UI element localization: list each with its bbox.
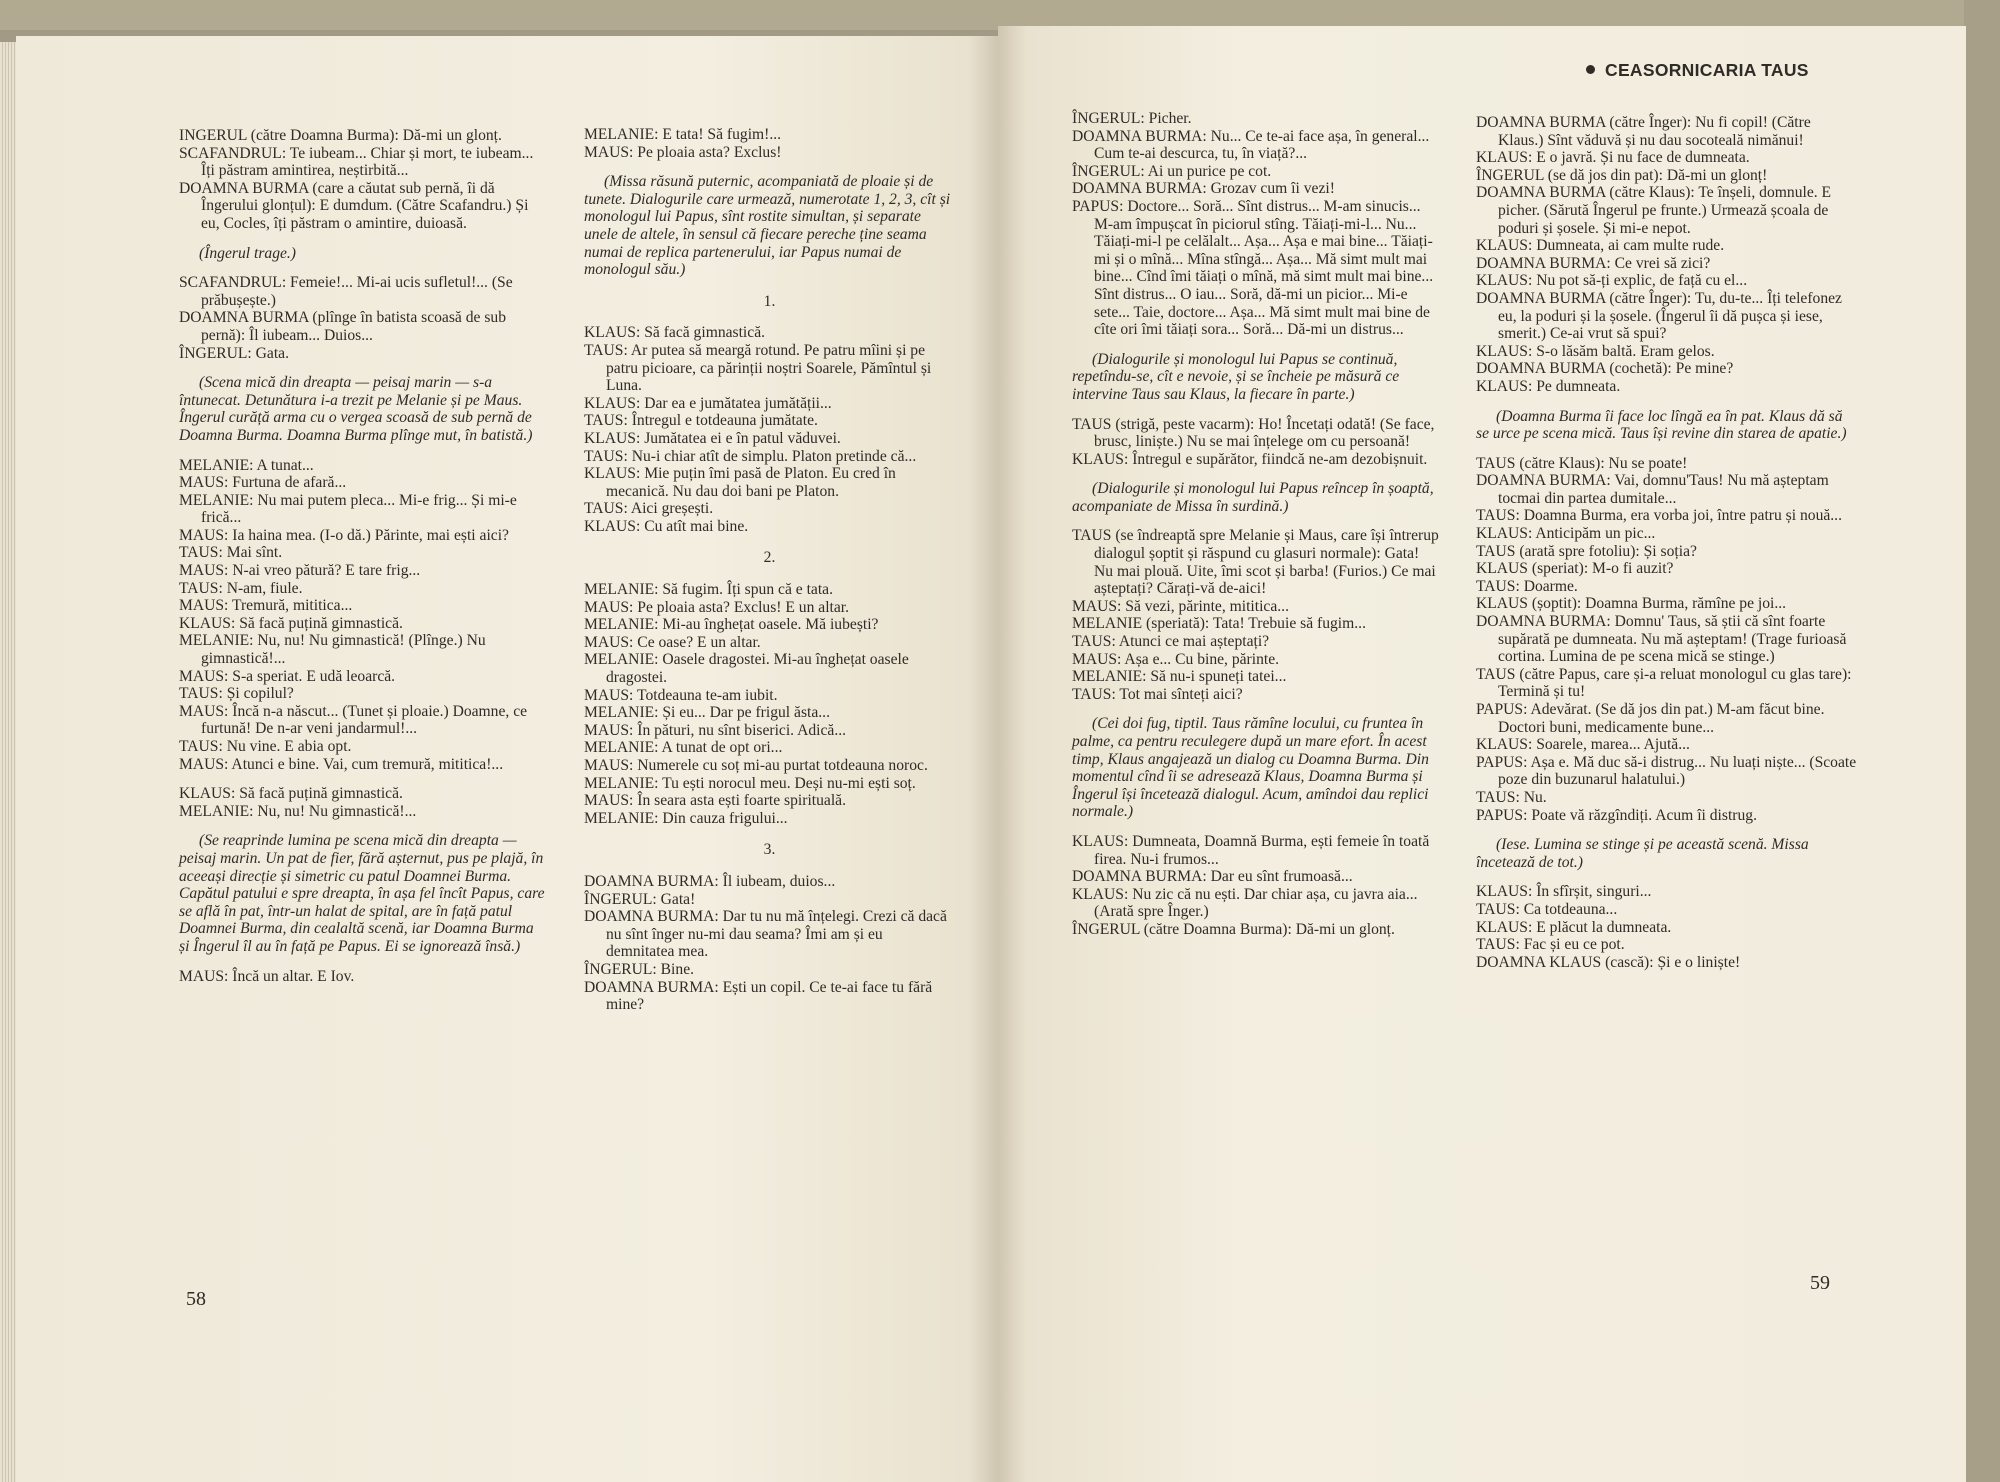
dialogue-line: TAUS: Nu-i chiar atît de simplu. Platon pretinde că... (584, 447, 917, 465)
dialogue-line: MAUS: În seara asta ești foarte spirituală. (584, 792, 846, 810)
dialogue-line: PAPUS: Poate vă răzgîndiți. Acum îi distrug. (1476, 806, 1757, 824)
dialogue-line: KLAUS: Nu zic că nu ești. Dar chiar așa, cu javra aia... (Arată spre Înger.) (1072, 885, 1418, 921)
running-title: CEASORNICARIA TAUS (1605, 60, 1809, 80)
dialogue-line: TAUS: Tot mai sînteți aici? (1072, 685, 1243, 703)
dialogue-line: KLAUS: Pe dumneata. (1476, 377, 1621, 395)
dialogue-line: TAUS: N-am, fiule. (179, 579, 303, 597)
dialogue-line: DOAMNA BURMA (cochetă): Pe mine? (1476, 360, 1734, 378)
dialogue-line: MELANIE: A tunat de opt ori... (584, 739, 783, 757)
page-number-left: 58 (186, 1288, 206, 1310)
dialogue-line: DOAMNA BURMA (către Înger): Nu fi copil! (Către Klaus.) Sînt văduvă și nu dau socoteală nimănui! (1476, 114, 1811, 149)
dialogue-line: TAUS: Aici greșești. (584, 500, 714, 518)
dialogue-line: KLAUS: Dar ea e jumătatea jumătății... (584, 394, 832, 412)
dialogue-line: MELANIE: Oasele dragostei. Mi-au înghețat oasele dragostei. (584, 651, 909, 687)
dialogue-line: PAPUS: Adevărat. (Se dă jos din pat.) M-am făcut bine. Doctori buni, medicamente bune... (1476, 701, 1825, 736)
dialogue-line: TAUS: Ar putea să meargă rotund. Pe patru mîini și pe patru picioare, ca părinții noștri Soarele, Pămîntul și Luna. (584, 341, 932, 395)
left-page (16, 36, 998, 1482)
dialogue-line: MELANIE: Și eu... Dar pe frigul ăsta... (584, 704, 830, 722)
dialogue-line: ÎNGERUL: Picher. (1072, 110, 1192, 127)
dialogue-line: MAUS: Totdeauna te-am iubit. (584, 686, 778, 704)
dialogue-line: ÎNGERUL (se dă jos din pat): Dă-mi un glonț! (1476, 166, 1768, 184)
dialogue-line: ÎNGERUL: Bine. (584, 960, 695, 978)
dialogue-line: KLAUS: Să facă puțină gimnastică. (179, 785, 403, 803)
running-header (1586, 60, 1809, 81)
dialogue-line: ÎNGERUL: Gata! (584, 890, 696, 908)
stage-direction: (Dialogurile și monologul lui Papus reîncep în șoaptă, acompaniate de Missa în surdină.) (1072, 480, 1434, 515)
section-number: 2. (763, 549, 776, 567)
dialogue-line: TAUS (arată spre fotoliu): Și soția? (1476, 542, 1697, 560)
dialogue-line: KLAUS: E plăcut la dumneata. (1476, 918, 1672, 936)
dialogue-line: PAPUS: Așa e. Mă duc să-i distrug... Nu luați niște... (Scoate poze din buzunarul halatului.) (1476, 753, 1857, 789)
dialogue-line: MELANIE: A tunat... (179, 456, 314, 474)
dialogue-line: DOAMNA BURMA: Nu... Ce te-ai face așa, în general... Cum te-ai descurca, tu, în viață?... (1072, 127, 1430, 163)
dialogue-line: MAUS: Atunci e bine. Vai, cum tremură, mititica!... (179, 755, 504, 773)
dialogue-line: TAUS (se îndreaptă spre Melanie și Maus, care își întrerup dialogul șoptit și răspund cu glasuri normale): Gata! Nu mai plouă. Uite, îmi scot și barba! (Furios.) Ce mai așteptați? Cărați-vă de-aici! (1072, 527, 1439, 598)
dialogue-line: MAUS: Așa e... Cu bine, părinte. (1072, 650, 1280, 668)
dialogue-line: DOAMNA BURMA: Grozav cum îi vezi! (1072, 180, 1335, 198)
dialogue-line: MELANIE: Nu mai putem pleca... Mi-e frig... Și mi-e frică... (179, 491, 517, 527)
stage-direction: (Îngerul trage.) (199, 244, 297, 262)
dialogue-line: INGERUL (către Doamna Burma): Dă-mi un glonț. (179, 127, 502, 144)
right-page (998, 26, 1966, 1482)
dialogue-line: TAUS: Doamna Burma, era vorba joi, între patru și nouă... (1476, 507, 1842, 525)
dialogue-line: KLAUS: Mie puțin îmi pasă de Platon. Eu cred în mecanică. Nu dau doi bani pe Platon. (584, 465, 896, 500)
dialogue-line: KLAUS: E o javră. Și nu face de dumneata. (1476, 149, 1750, 167)
dialogue-line: ÎNGERUL: Ai un purice pe cot. (1072, 162, 1272, 180)
dialogue-line: KLAUS (speriat): M-o fi auzit? (1476, 560, 1674, 578)
dialogue-line: MAUS: Ce oase? E un altar. (584, 633, 761, 651)
stage-direction: (Doamna Burma îi face loc lîngă ea în pat. Klaus dă să se urce pe scena mică. Taus își revine din starea de apatie.) (1476, 407, 1847, 443)
dialogue-line: KLAUS: Soarele, marea... Ajută... (1476, 736, 1690, 754)
dialogue-line: TAUS (către Papus, care și-a reluat monologul cu glas tare): Termină și tu! (1476, 665, 1852, 701)
dialogue-line: KLAUS: Cu atît mai bine. (584, 517, 749, 535)
dialogue-line: MAUS: În pături, nu sînt biserici. Adică... (584, 721, 847, 739)
dialogue-line: KLAUS: Să facă gimnastică. (584, 324, 766, 342)
dialogue-line: TAUS: Doarme. (1476, 577, 1578, 595)
dialogue-line: KLAUS: Anticipăm un pic... (1476, 525, 1656, 543)
dialogue-line: MELANIE: Tu ești norocul meu. Deși nu-mi ești soț. (584, 774, 916, 792)
dialogue-line: TAUS (strigă, peste vacarm): Ho! Încetați odată! (Se face, brusc, liniște.) Nu se mai înțelege om cu persoană! (1072, 415, 1435, 451)
dialogue-line: KLAUS: În sfîrșit, singuri... (1476, 883, 1652, 901)
dialogue-line: DOAMNA BURMA: Dar tu nu mă înțelegi. Crezi că dacă nu sînt înger nu-mi dau seama? Îmi am și eu demnitatea mea. (584, 908, 947, 961)
dialogue-line: MELANIE: Să nu-i spuneți tatei... (1072, 668, 1287, 686)
dialogue-line: MAUS: Încă un altar. E Iov. (179, 967, 355, 985)
dialogue-line: MAUS: Să vezi, părinte, mititica... (1072, 597, 1289, 615)
book-cover-right-edge (1964, 0, 2000, 1482)
dialogue-line: MELANIE: Din cauza frigului... (584, 809, 788, 827)
dialogue-line: KLAUS: S-o lăsăm baltă. Eram gelos. (1476, 342, 1715, 360)
dialogue-line: DOAMNA BURMA: Ești un copil. Ce te-ai face tu fără mine? (584, 978, 933, 1014)
dialogue-line: DOAMNA BURMA (către Klaus): Te înșeli, domnule. E picher. (Sărută Îngerul pe frunte.) Urmează școala de poduri și șosele. Și mi-e nepot. (1476, 184, 1832, 237)
dialogue-line: MELANIE: Nu, nu! Nu gimnastică!... (179, 802, 417, 820)
dialogue-line: KLAUS (șoptit): Doamna Burma, rămîne pe joi... (1476, 595, 1787, 613)
dialogue-line: MAUS: Tremură, mititica... (179, 597, 353, 615)
dialogue-line: SCAFANDRUL: Femeie!... Mi-ai ucis sufletul!... (Se prăbușește.) (179, 274, 513, 309)
dialogue-line: ÎNGERUL (către Doamna Burma): Dă-mi un glonț. (1072, 920, 1395, 938)
bullet-icon (1586, 65, 1595, 74)
dialogue-line: KLAUS: Nu pot să-ți explic, de față cu el... (1476, 272, 1748, 290)
stage-direction: (Iese. Lumina se stinge și pe această scenă. Missa încetează de tot.) (1476, 836, 1809, 871)
page-number-right: 59 (1810, 1272, 1830, 1294)
dialogue-line: TAUS: Întregul e totdeauna jumătate. (584, 412, 818, 430)
dialogue-line: TAUS: Atunci ce mai așteptați? (1072, 633, 1270, 651)
dialogue-line: MAUS: Ia haina mea. (I-o dă.) Părinte, mai ești aici? (179, 526, 509, 544)
dialogue-line: DOAMNA BURMA (plînge în batista scoasă de sub pernă): Îl iubeam... Duios... (179, 309, 507, 344)
dialogue-line: ÎNGERUL: Gata. (179, 344, 289, 362)
dialogue-line: MELANIE: Mi-au înghețat oasele. Mă iubești? (584, 616, 879, 634)
dialogue-line: MELANIE: Să fugim. Îți spun că e tata. (584, 581, 834, 599)
dialogue-line: KLAUS: Să facă puțină gimnastică. (179, 614, 403, 632)
left-page-column-2 (584, 126, 955, 1014)
section-number: 3. (763, 841, 776, 859)
right-page-column-1 (1072, 110, 1442, 939)
section-number: 1. (763, 292, 776, 310)
dialogue-line: TAUS: Și copilul? (179, 685, 294, 703)
stage-direction: (Dialogurile și monologul lui Papus se continuă, repetîndu-se, cît e nevoie, și se încheie pe măsură ce intervine Taus sau Klaus, la fiecare în parte.) (1072, 350, 1400, 403)
stage-direction: (Se reaprinde lumina pe scena mică din dreapta — peisaj marin. Un pat de fier, fără așternut, pus pe plajă, în aceeași direcție și simetric cu patul Doamnei Burma. Capătul patului e spre dreapta, în așa fel încît Papus, care se află în pat, într-un halat de spital, are în față patul Doamnei Burma, din cealaltă scenă, iar Doamna Burma și Îngerul îl au în față pe Papus. Ei se ignorează însă.) (179, 832, 545, 955)
dialogue-line: MAUS: Furtuna de afară... (179, 474, 347, 492)
dialogue-line: DOAMNA BURMA (către Înger): Tu, du-te... Îți telefonez eu, la poduri și la șosele. (Îngerul îi dă pușca și iese, smerit.) Ce-ai vrut să spui? (1476, 289, 1842, 343)
dialogue-line: DOAMNA BURMA (care a căutat sub pernă, îi dă Îngerului glonțul): E dumdum. (Către Scafandru.) Și eu, Cocles, îți păstram o amintire, duioasă. (179, 179, 529, 232)
dialogue-line: KLAUS: Dumneata, Doamnă Burma, ești femeie în toată firea. Nu-i frumos... (1072, 832, 1430, 868)
dialogue-line: KLAUS: Jumătatea ei e în patul văduvei. (584, 429, 841, 447)
dialogue-line: MAUS: S-a speriat. E udă leoarcă. (179, 667, 396, 685)
dialogue-line: TAUS: Mai sînt. (179, 544, 283, 562)
right-page-column-2 (1476, 114, 1858, 971)
dialogue-line: MELANIE: Nu, nu! Nu gimnastică! (Plînge.) Nu gimnastică!... (179, 632, 486, 668)
dialogue-line: PAPUS: Doctore... Soră... Sînt distrus... M-am sinucis... M-am împușcat în piciorul stîng. Tăiați-mi-l... Nu... Tăiați-mi-l pe celălalt... Așa... Așa e mai bine... Tăiați-mi și o mînă... Mîna stîngă... Așa... Mă simt mult mai bine... Cînd îmi tăiați o mînă, mă simt mult mai bine... Sînt distrus... O iau... Soră, dă-mi un picior... Mi-e sete... Taie, doctore... Așa... Mă simt mult mai bine de cîte ori îmi tăiați sora... Soră... Dă-mi un distrus... (1072, 197, 1434, 339)
left-page-column-1 (179, 127, 545, 985)
dialogue-line: DOAMNA BURMA: Domnu' Taus, să știi că sînt foarte supărată pe dumneata. Nu mă așteptam! (Trage furioasă cortina. Lumina de pe scena mică se stinge.) (1476, 613, 1847, 666)
dialogue-line: TAUS (către Klaus): Nu se poate! (1476, 454, 1688, 472)
dialogue-line: DOAMNA BURMA: Dar eu sînt frumoasă... (1072, 868, 1353, 886)
dialogue-line: MAUS: Pe ploaia asta? Exclus! E un altar. (584, 598, 850, 616)
dialogue-line: DOAMNA BURMA: Îl iubeam, duios... (584, 872, 836, 890)
dialogue-line: KLAUS: Întregul e supărător, fiindcă ne-am dezobișnuit. (1072, 450, 1428, 468)
dialogue-line: KLAUS: Dumneata, ai cam multe rude. (1476, 237, 1725, 255)
dialogue-line: MAUS: Numerele cu soț mi-au purtat totdeauna noroc. (584, 757, 928, 774)
stage-direction: (Missa răsună puternic, acompaniată de ploaie și de tunete. Dialogurile care urmează, numerotate 1, 2, 3, cît și monologul lui Papus, sînt rostite simultan, și separate unele de altele, în sensul că fiecare pereche ține seama numai de replica partenerului, iar Papus numai de monologul său.) (584, 173, 951, 279)
dialogue-line: TAUS: Nu. (1476, 788, 1547, 806)
dialogue-line: MELANIE (speriată): Tata! Trebuie să fugim... (1072, 615, 1366, 633)
dialogue-line: TAUS: Ca totdeauna... (1476, 900, 1618, 918)
dialogue-line: SCAFANDRUL: Te iubeam... Chiar și mort, te iubeam... Îți păstram amintirea, neștirbită... (179, 144, 534, 180)
dialogue-line: TAUS: Nu vine. E abia opt. (179, 738, 352, 755)
stage-direction: (Cei doi fug, tiptil. Taus rămîne locului, cu fruntea în palme, ca pentru reculegere după un mare efort. În acest timp, Klaus angajează un dialog cu Doamna Burma. Din momentul cînd îi se adresează Klaus, Doamna Burma și Îngerul își încetează dialogul. Acum, amîndoi dau replici normale.) (1072, 715, 1429, 821)
dialogue-line: MAUS: N-ai vreo pătură? E tare frig... (179, 562, 421, 580)
dialogue-line: MAUS: Încă n-a născut... (Tunet și ploaie.) Doamne, ce furtună! De n-ar veni jandarmul!... (179, 702, 528, 738)
dialogue-line: DOAMNA KLAUS (cască): Și e o liniște! (1476, 953, 1741, 971)
dialogue-line: DOAMNA BURMA: Ce vrei să zici? (1476, 254, 1711, 272)
dialogue-line: TAUS: Fac și eu ce pot. (1476, 936, 1625, 954)
dialogue-line: DOAMNA BURMA: Vai, domnu'Taus! Nu mă așteptam tocmai din partea dumitale... (1476, 472, 1829, 507)
stage-direction: (Scena mică din dreapta — peisaj marin — s-a întunecat. Detunătura i-a trezit pe Melanie și pe Maus. Îngerul curăță arma cu o vergea scoasă de sub pernă de Doamna Burma. Doamna Burma plînge mut, în batistă.) (179, 374, 533, 444)
dialogue-line: MELANIE: E tata! Să fugim!... (584, 126, 782, 143)
dialogue-line: MAUS: Pe ploaia asta? Exclus! (584, 143, 782, 161)
